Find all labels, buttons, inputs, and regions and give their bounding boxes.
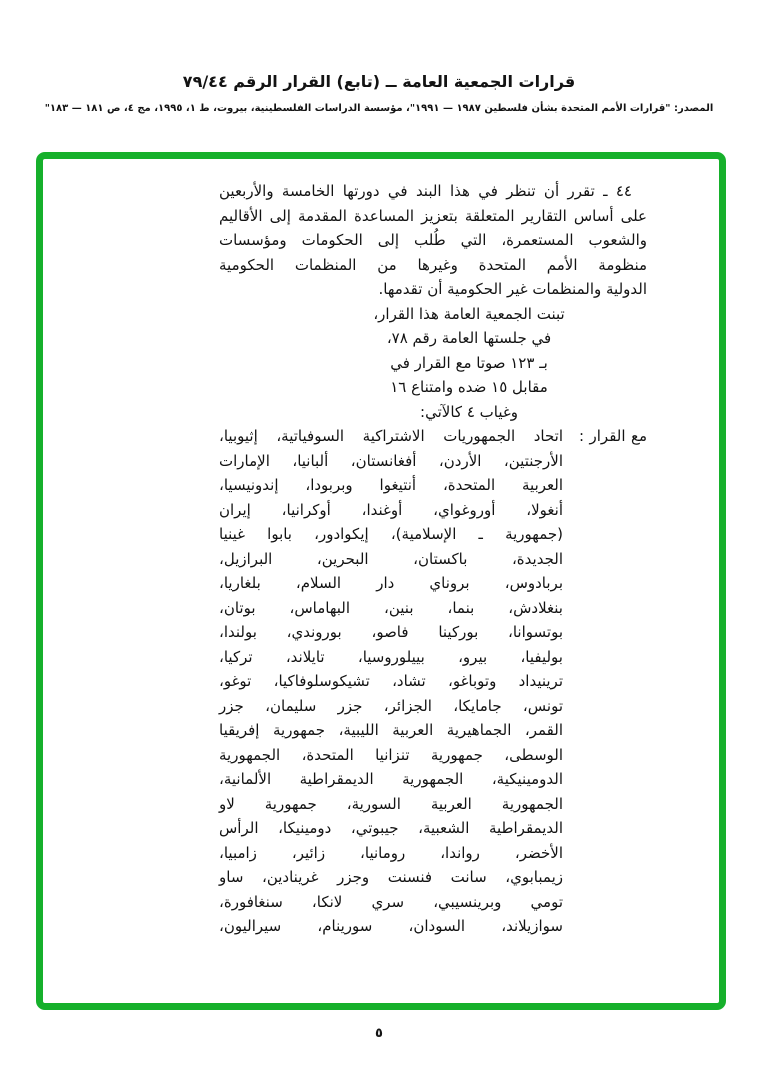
page-number: ٥: [375, 1026, 383, 1041]
country-line: الديمقراطية الشعبية، جيبوتي، دومينيكا، الرأس: [219, 819, 563, 837]
country-line: بوليفيا، بيرو، بييلوروسيا، تايلاند، تركيا،: [219, 647, 563, 666]
adoption-line: مقابل ١٥ ضده وامتناع ١٦: [390, 378, 548, 396]
vote-with-label: مع القرار :: [579, 427, 647, 445]
country-line: العربية المتحدة، أنتيغوا وبربودا، إندونيسيا،: [219, 476, 563, 494]
country-line: زيمبابوي، سانت فنسنت وجزر غرينادين، ساو: [219, 868, 563, 886]
country-line: تونس، جامايكا، الجزائر، جزر سليمان، جزر: [219, 696, 563, 715]
paragraph-44-line: والشعوب المستعمرة، التي طُلب إلى الحكومات ومؤسسات: [219, 231, 647, 249]
country-line: اتحاد الجمهوريات الاشتراكية السوفياتية، إثيوبيا،: [219, 427, 563, 445]
adoption-line: وغياب ٤ كالآتي:: [420, 402, 518, 421]
adoption-line: تبنت الجمعية العامة هذا القرار،: [373, 304, 565, 323]
country-line: تومي وبرينسيبي، سري لانكا، سنغافورة،: [219, 892, 563, 911]
source-citation: المصدر: "قرارات الأمم المتحدة بشأن فلسطين ١٩٨٧ — ١٩٩١"، مؤسسة الدراسات الفلسطينية، بيروت، ط ١، ١٩٩٥، مج ٤، ص ١٨١ — ١٨٣": [44, 103, 714, 114]
country-line: الأخضر، رواندا، رومانيا، زائير، زامبيا،: [219, 843, 563, 862]
content-border-box: [36, 152, 726, 1010]
vote-with-section: [219, 424, 647, 939]
country-line: ترينيداد وتوباغو، تشاد، تشيكوسلوفاكيا، توغو،: [219, 672, 563, 690]
country-line: القمر، الجماهيرية العربية الليبية، جمهورية إفريقيا: [219, 721, 563, 739]
adoption-line: في جلستها العامة رقم ٧٨،: [386, 329, 552, 347]
paragraph-44: [219, 179, 647, 302]
page-title: قرارات الجمعية العامة ــ (تابع) القرار الرقم ٧٩/٤٤: [182, 72, 576, 91]
country-line: بوتسوانا، بوركينا فاصو، بوروندي، بولندا،: [219, 623, 563, 641]
country-line: الوسطى، جمهورية تنزانيا المتحدة، الجمهورية: [219, 745, 563, 764]
country-line: أنغولا، أوروغواي، أوغندا، أوكرانيا، إيران: [219, 500, 563, 519]
country-line: سوازيلاند، السودان، سورينام، سيراليون،: [219, 917, 563, 935]
adoption-note: [319, 302, 619, 425]
vote-with-countries: [219, 424, 563, 939]
adoption-line: بـ ١٢٣ صوتا مع القرار في: [390, 353, 548, 372]
country-line: (جمهورية ـ الإسلامية)، إيكوادور، بابوا غينيا: [219, 525, 563, 543]
country-line: بنغلادش، بنما، بنين، البهاماس، بوتان،: [219, 598, 563, 617]
country-line: الجديدة، باكستان، البحرين، البرازيل،: [219, 549, 563, 568]
country-line: بربادوس، بروناي دار السلام، بلغاريا،: [219, 574, 563, 592]
country-line: الجمهورية العربية السورية، جمهورية لاو: [219, 794, 563, 813]
paragraph-44-line: ٤٤ ـ تقرر أن تنظر في هذا البند في دورتها الخامسة والأربعين: [219, 182, 632, 200]
paragraph-44-line: منظومة الأمم المتحدة وغيرها من المنظمات الحكومية: [219, 255, 647, 274]
paragraph-44-line: على أساس التقارير المتعلقة بتعزيز المساعدة المقدمة إلى الأقاليم: [219, 206, 647, 225]
country-line: الدومينيكية، الجمهورية الديمقراطية الألمانية،: [219, 770, 563, 788]
paragraph-44-line: الدولية والمنظمات غير الحكومية أن تقدمها.: [378, 280, 647, 298]
country-line: الأرجنتين، الأردن، أفغانستان، ألبانيا، الإمارات: [219, 451, 563, 470]
